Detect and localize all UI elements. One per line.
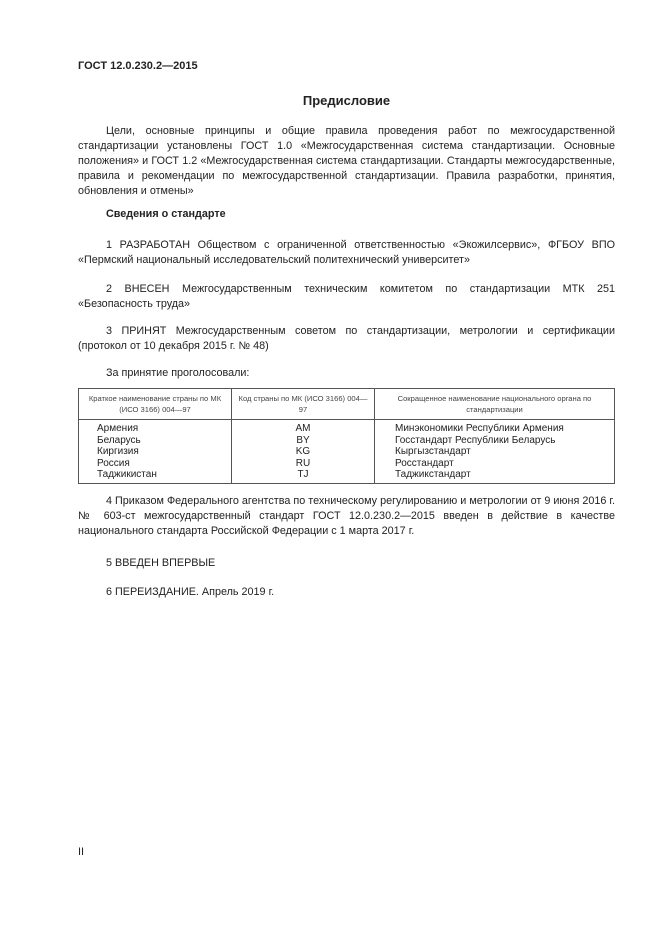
code-column	[232, 420, 375, 484]
header-body: Сокращенное наименование национального органа по стандартизации	[375, 389, 615, 420]
document-id-header: ГОСТ 12.0.230.2—2015	[78, 60, 198, 72]
item-submitted: 2 ВНЕСЕН Межгосударственным техническим комитетом по стандартизации МТК 251 «Безопасность труда»	[78, 283, 615, 310]
voted-label: За принятие проголосовали:	[106, 367, 250, 379]
country-cell: Беларусь	[97, 434, 141, 446]
item-first-introduced: 5 ВВЕДЕН ВПЕРВЫЕ	[106, 557, 216, 569]
country-cell: Киргизия	[97, 446, 139, 458]
country-column	[79, 420, 232, 484]
code-cell: KG	[295, 446, 311, 458]
header-code: Код страны по МК (ИСО 3166) 004—97	[232, 389, 375, 420]
body-cell: Таджикстандарт	[395, 469, 471, 481]
vote-table	[78, 388, 615, 484]
code-cell: RU	[295, 457, 311, 469]
vote-table-header-row	[79, 389, 615, 420]
country-cell: Армения	[97, 423, 139, 434]
item-adopted: 3 ПРИНЯТ Межгосударственным советом по стандартизации, метрологии и сертификации (протокол от 10 декабря 2015 г. № 48)	[78, 325, 615, 352]
body-cell: Кыргызстандарт	[395, 446, 471, 458]
body-column	[375, 420, 615, 484]
body-cell: Минэкономики Республики Армения	[395, 423, 564, 434]
code-cell: AM	[295, 423, 311, 434]
page-number: II	[78, 846, 85, 858]
body-cell: Госстандарт Республики Беларусь	[395, 434, 556, 446]
item-enacted: 4 Приказом Федерального агентства по техническому регулированию и метрологии от 9 июня 2016 г. № 603-ст межгосударственный стандарт ГОСТ 12.0.230.2—2015 введен в действие в качестве национального стандарта Российской Федерации с 1 марта 2017 г.	[78, 495, 615, 537]
intro-paragraph: Цели, основные принципы и общие правила проведения работ по межгосударственной стандартизации установлены ГОСТ 1.0 «Межгосударственная система стандартизации. Основные положения» и ГОСТ 1.2 «Межгосударственная система стандартизации. Стандарты межгосударственные, правила и рекомендации по межгосударственной стандартизации. Правила разработки, принятия, обновления и отмены»	[78, 125, 615, 197]
country-cell: Россия	[97, 457, 130, 469]
item-developed: 1 РАЗРАБОТАН Обществом с ограниченной ответственностью «Экожилсервис», ФГБОУ ВПО «Пермский национальный исследовательский политехнический университет»	[78, 239, 615, 266]
table-row	[79, 420, 615, 484]
header-country: Краткое наименование страны по МК (ИСО 3166) 004—97	[79, 389, 232, 420]
page-title: Предисловие	[302, 93, 391, 108]
item-reissue: 6 ПЕРЕИЗДАНИЕ. Апрель 2019 г.	[106, 586, 275, 598]
body-cell: Росстандарт	[395, 457, 454, 469]
standard-info-heading: Сведения о стандарте	[106, 208, 226, 220]
code-cell: BY	[296, 434, 310, 446]
code-cell: TJ	[297, 469, 309, 481]
country-cell: Таджикистан	[97, 469, 157, 481]
